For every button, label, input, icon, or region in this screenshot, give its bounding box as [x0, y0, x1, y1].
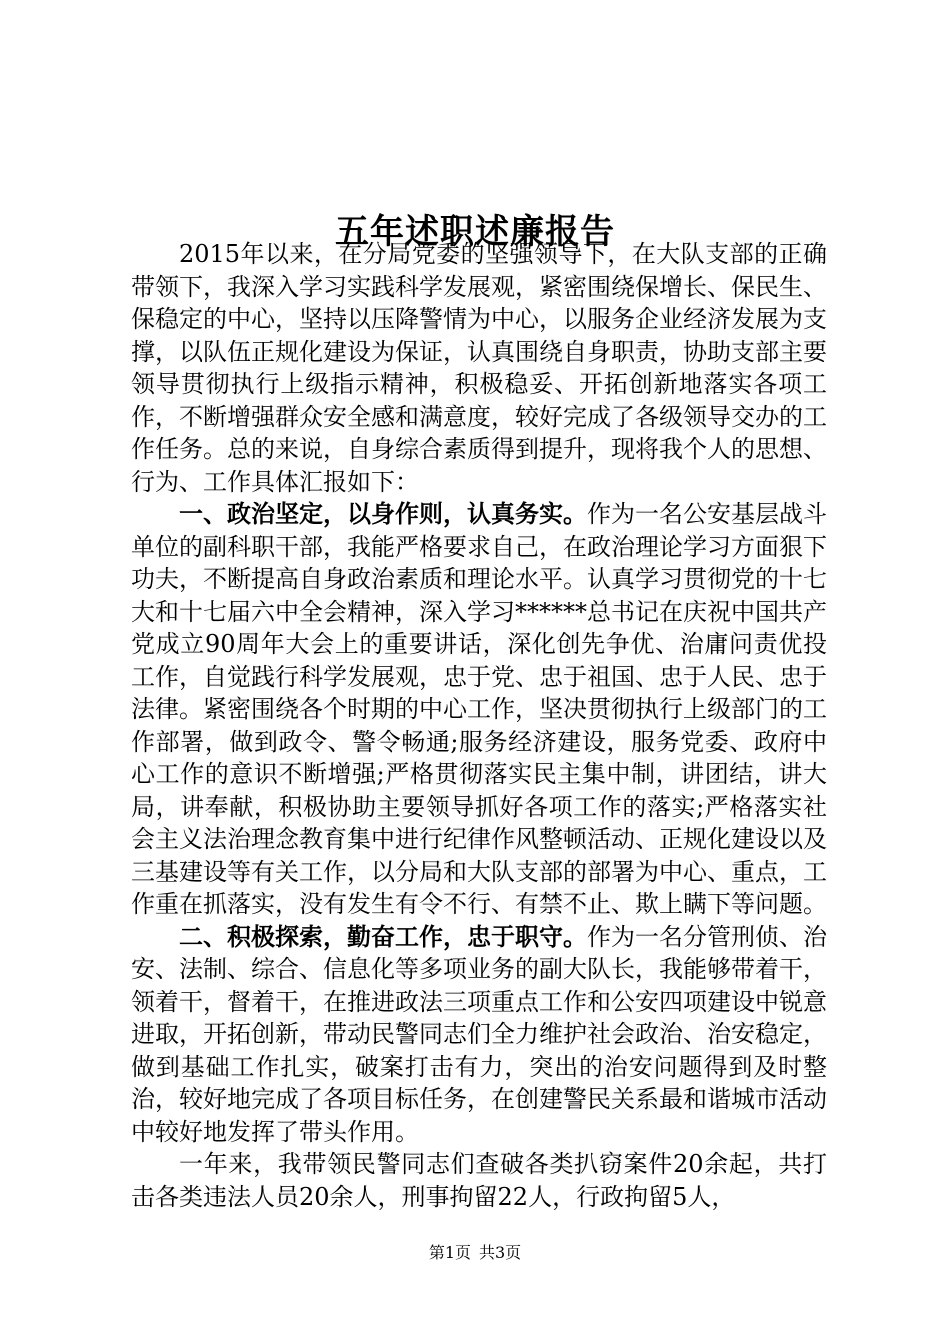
paragraph-section-one: [131, 498, 827, 921]
page-number: 第1页: [428, 1243, 471, 1262]
paragraph-results: [131, 1148, 827, 1213]
document-title: 五年述职述廉报告: [335, 211, 615, 252]
paragraph-section-two: [131, 921, 827, 1149]
paragraph-text: 作为一名公安基层战斗单位的副科职干部，我能严格要求自己，在政治理论学习方面狠下功夫，不断提高自身政治素质和理论水平。认真学习贯彻党的十七大和十七届六中全会精神，深入学习******总书记在庆祝中国共产党成立90周年大会上的重要讲话，深化创先争优、治庸问责优投工作，自觉践行科学发展观，忠于党、忠于祖国、忠于人民、忠于法律。紧密围绕各个时期的中心工作，坚决贯彻执行上级部门的工作部署，做到政令、警令畅通;服务经济建设，服务党委、政府中心工作的意识不断增强;严格贯彻落实民主集中制，讲团结，讲大局，讲奉献，积极协助主要领导抓好各项工作的落实;严格落实社会主义法治理念教育集中进行纪律作风整顿活动、正规化建设以及三基建设等有关工作，以分局和大队支部的部署为中心、重点，工作重在抓落实，没有发生有令不行、有禁不止、欺上瞒下等问题。: [131, 500, 827, 918]
document-body: [131, 238, 827, 1213]
page-total: 共3页: [479, 1243, 522, 1262]
section-heading: 一、政治坚定，以身作则，认真务实。: [179, 499, 587, 528]
section-heading: 二、积极探索，勤奋工作，忠于职守。: [179, 921, 587, 951]
paragraph-text: 2015年以来，在分局党委的坚强领导下，在大队支部的正确带领下，我深入学习实践科学发展观，紧密围绕保增长、保民生、保稳定的中心，坚持以压降警情为中心，以服务企业经济发展为支撑，以队伍正规化建设为保证，认真围绕自身职责，协助支部主要领导贯彻执行上级指示精神，积极稳妥、开拓创新地落实各项工作，不断增强群众安全感和满意度，较好完成了各级领导交办的工作任务。总的来说，自身综合素质得到提升，现将我个人的思想、行为、工作具体汇报如下：: [131, 240, 827, 496]
paragraph-intro: [131, 238, 827, 498]
page-footer: [0, 1242, 950, 1264]
paragraph-text: 一年来，我带领民警同志们查破各类扒窃案件20余起，共打击各类违法人员20余人，刑事拘留22人，行政拘留5人，: [131, 1150, 827, 1211]
paragraph-text: 作为一名分管刑侦、治安、法制、综合、信息化等多项业务的副大队长，我能够带着干，领着干，督着干，在推进政法三项重点工作和公安四项建设中锐意进取，开拓创新，带动民警同志们全力维护社会政治、治安稳定，做到基础工作扎实，破案打击有力，突出的治安问题得到及时整治，较好地完成了各项目标任务，在创建警民关系最和谐城市活动中较好地发挥了带头作用。: [131, 922, 827, 1146]
